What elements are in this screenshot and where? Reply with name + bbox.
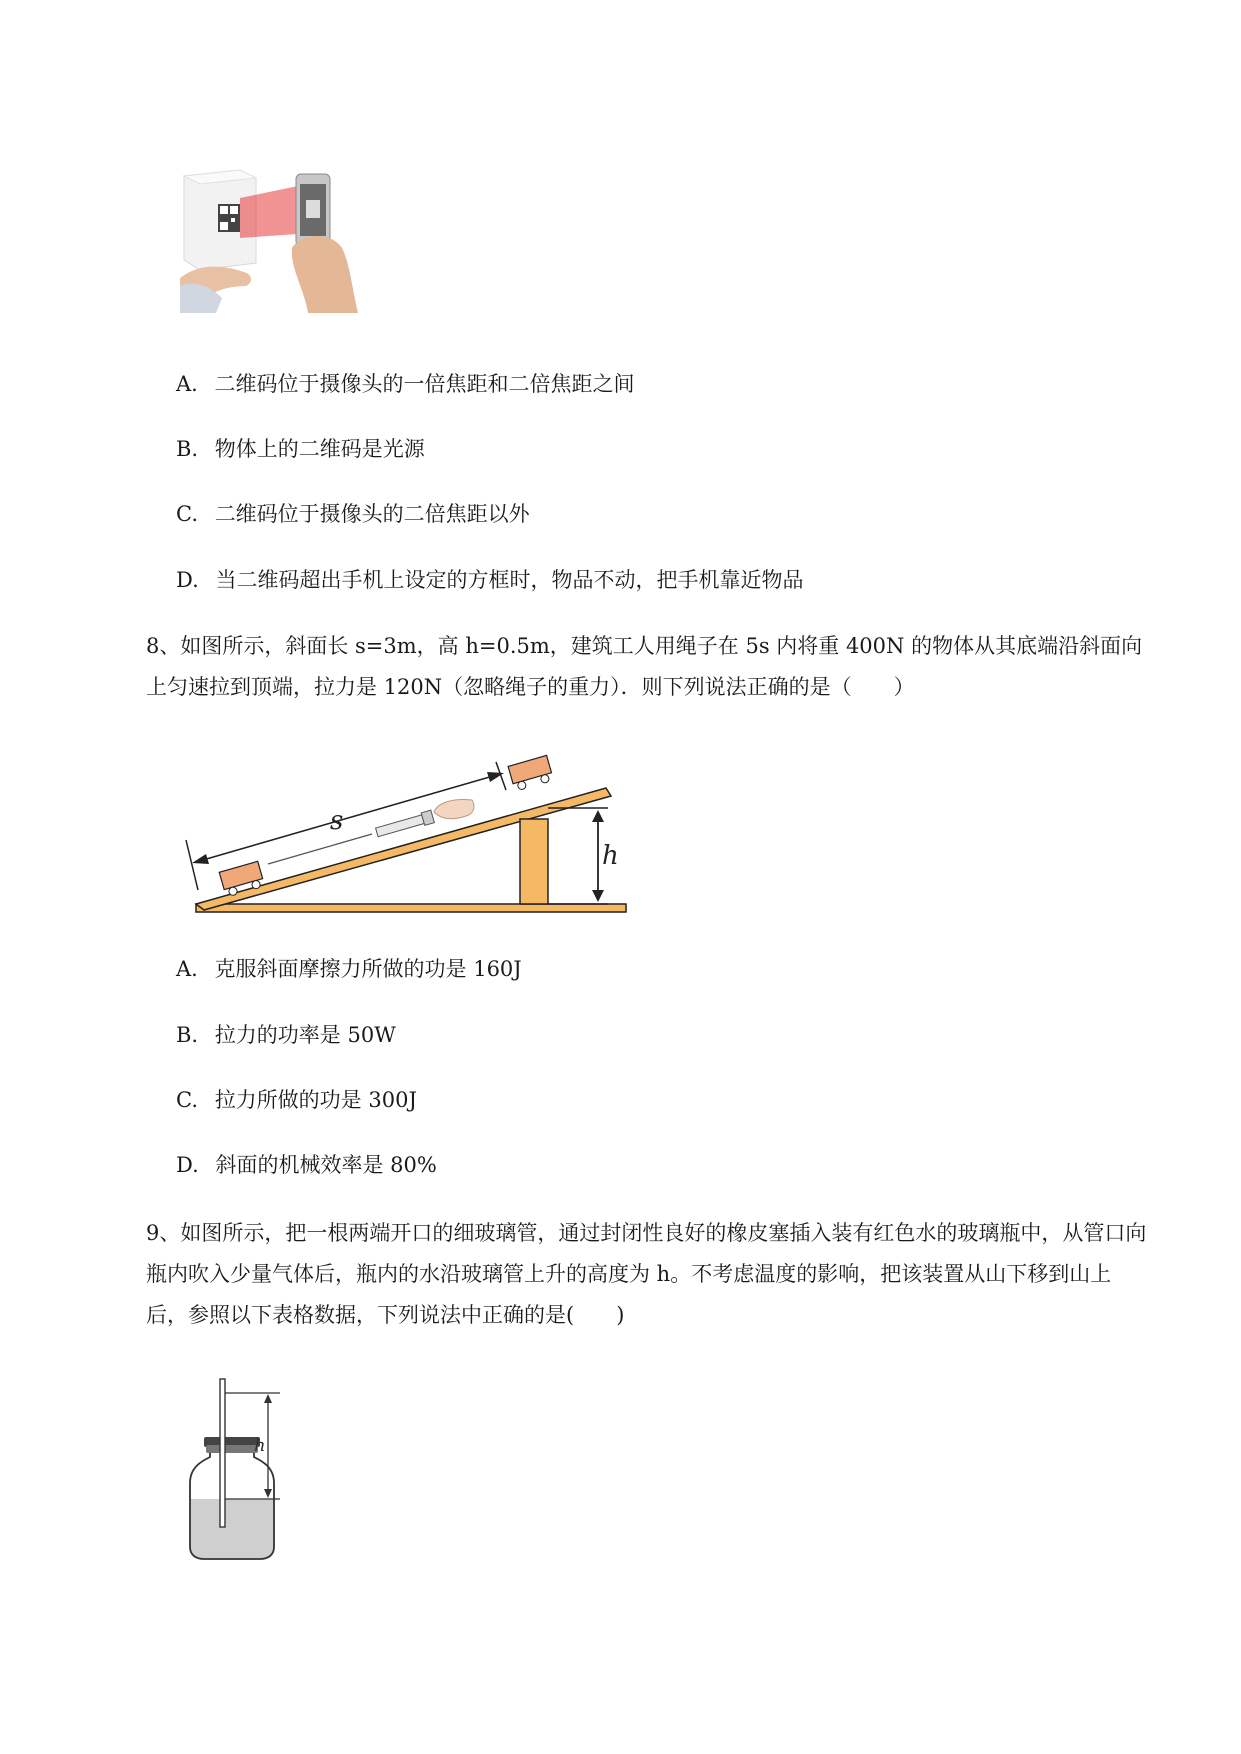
option-label: A. — [176, 957, 198, 981]
option-text: 克服斜面摩擦力所做的功是 160J — [214, 957, 522, 981]
option-text: 斜面的机械效率是 80% — [215, 1153, 437, 1177]
q7-option-b — [176, 435, 425, 463]
q8-option-d — [176, 1151, 437, 1179]
q8-option-a — [176, 955, 522, 983]
q9-stem: 9、如图所示，把一根两端开口的细玻璃管，通过封闭性良好的橡皮塞插入装有红色水的玻璃瓶中，从管口向瓶内吹入少量气体后，瓶内的水沿玻璃管上升的高度为 h。不考虑温度的影响，把该装置从山下移到山上后，参照以下表格数据，下列说法中正确的是( ) — [146, 1221, 1147, 1327]
ground-board — [196, 904, 626, 912]
spring-scale — [375, 810, 434, 838]
option-text: 拉力的功率是 50W — [214, 1023, 396, 1047]
incline-figure — [176, 740, 636, 915]
option-label: B. — [176, 1023, 199, 1047]
s-label: s — [330, 806, 344, 836]
q8-stem: 8、如图所示，斜面长 s=3m，高 h=0.5m，建筑工人用绳子在 5s 内将重 400N 的物体从其底端沿斜面向上匀速拉到顶端，拉力是 120N（忽略绳子的重力）．则下列说法正确的是（ ） — [146, 634, 1143, 699]
q7-option-a — [176, 370, 635, 398]
q8-option-c — [176, 1086, 417, 1114]
option-text: 物体上的二维码是光源 — [214, 437, 425, 461]
option-label: A. — [176, 372, 198, 396]
qr-scan-figure — [180, 168, 360, 313]
option-text: 当二维码超出手机上设定的方框时，物品不动，把手机靠近物品 — [215, 568, 804, 592]
h-label: h — [254, 1435, 266, 1456]
incline-diagram — [176, 740, 636, 915]
option-label: B. — [176, 437, 199, 461]
hand — [434, 800, 474, 819]
option-label: D. — [176, 568, 199, 592]
h-label: h — [602, 841, 619, 871]
bottle-diagram — [180, 1375, 290, 1565]
option-label: D. — [176, 1153, 199, 1177]
option-text: 拉力所做的功是 300J — [214, 1088, 417, 1112]
cart-top — [508, 755, 554, 791]
q7-option-c — [176, 500, 530, 528]
bottle-figure — [180, 1375, 290, 1565]
qr-scan-illustration — [180, 168, 360, 313]
q8-option-b — [176, 1021, 396, 1049]
option-text: 二维码位于摄像头的一倍焦距和二倍焦距之间 — [214, 372, 635, 396]
option-label: C. — [176, 1088, 198, 1112]
option-label: C. — [176, 502, 198, 526]
option-text: 二维码位于摄像头的二倍焦距以外 — [214, 502, 530, 526]
q7-option-d — [176, 566, 803, 594]
support-block — [520, 819, 548, 904]
glass-tube — [220, 1379, 225, 1527]
bottle-water — [190, 1499, 274, 1559]
